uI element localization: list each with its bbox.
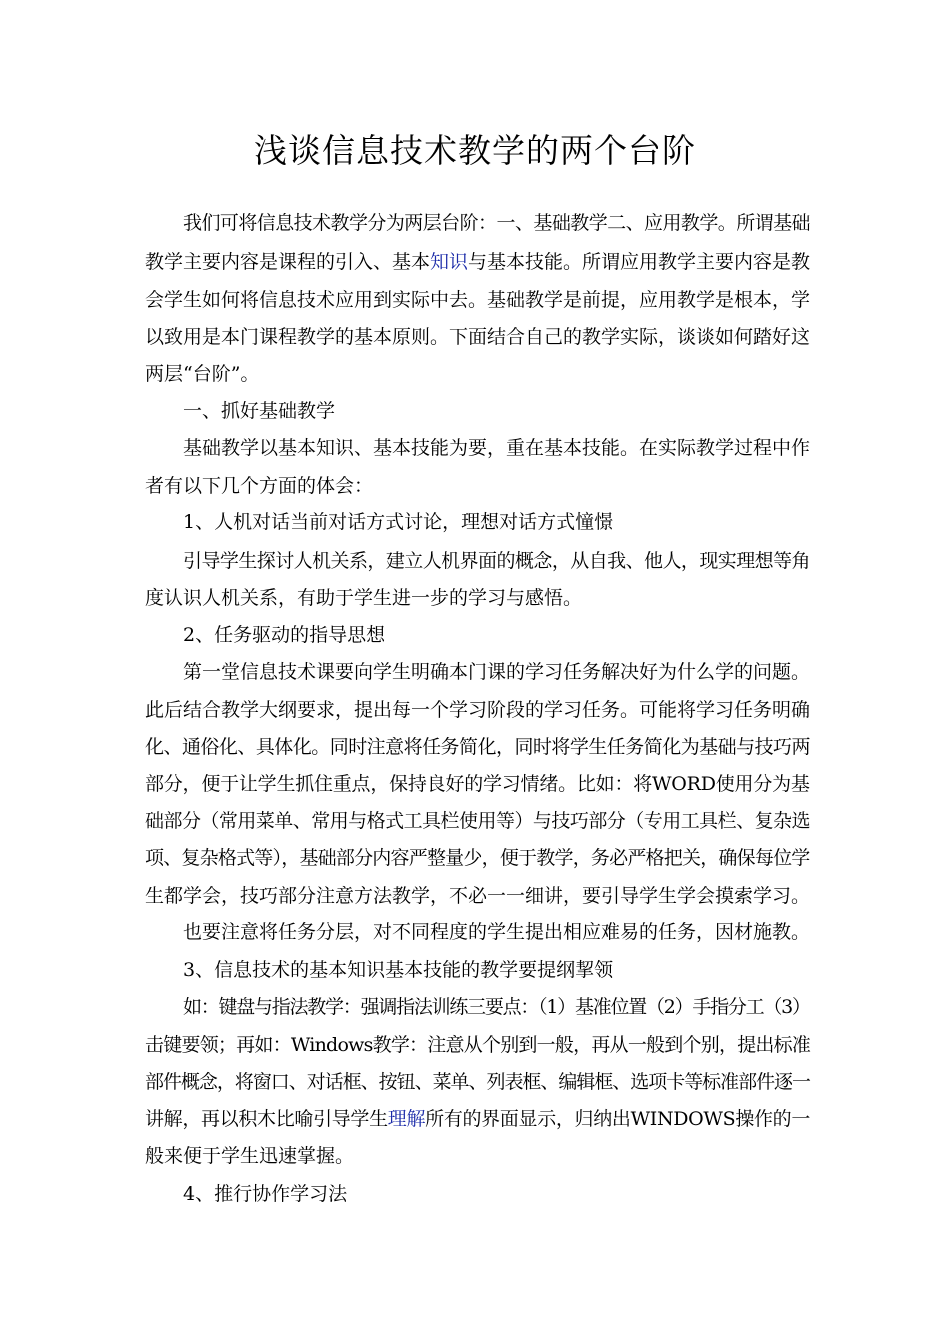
text-span: 3、信息技术的基本知识基本技能的教学要提纲挈领 — [183, 959, 614, 981]
text-span: 化、通俗化、具体化。同时注意将任务简化，同时将学生任务简化为基础与技巧两 — [145, 736, 811, 758]
paragraph-line — [145, 1069, 810, 1095]
text-span: 所有的界面显示，归纳出WINDOWS操作的一 — [425, 1108, 811, 1130]
text-span: 基础教学以基本知识、基本技能为要，重在基本技能。在实际教学过程中作 — [183, 437, 811, 459]
paragraph-line — [145, 585, 810, 611]
paragraph-line — [145, 1032, 810, 1058]
text-span: 教学主要内容是课程的引入、基本 — [145, 251, 431, 273]
text-span: 也要注意将任务分层，对不同程度的学生提出相应难易的任务，因材施教。 — [183, 921, 811, 943]
hyperlink-zhishi[interactable]: 知识 — [430, 251, 469, 273]
paragraph-line — [145, 808, 810, 834]
text-span: 与基本技能。所谓应用教学主要内容是教 — [468, 251, 811, 273]
text-span: 部分，便于让学生抓住重点，保持良好的学习情绪。比如：将WORD使用分为基 — [145, 773, 810, 795]
paragraph-line — [145, 324, 810, 350]
paragraph-line — [145, 697, 810, 723]
text-span: 础部分（常用菜单、常用与格式工具栏使用等）与技巧部分（专用工具栏、复杂选 — [145, 810, 811, 832]
text-span: 2、任务驱动的指导思想 — [183, 624, 386, 646]
text-span: 部件概念，将窗口、对话框、按钮、菜单、列表框、编辑框、选项卡等标准部件逐一 — [145, 1071, 811, 1093]
subsection-heading — [183, 1181, 810, 1207]
text-span: 度认识人机关系，有助于学生进一步的学习与感悟。 — [145, 587, 583, 609]
paragraph-line — [145, 473, 810, 499]
text-span: 第一堂信息技术课要向学生明确本门课的学习任务解决好为什么学的问题。 — [183, 661, 811, 683]
paragraph-line — [183, 548, 810, 574]
page-title: 浅谈信息技术教学的两个台阶 — [254, 131, 696, 170]
paragraph-line — [145, 734, 810, 760]
paragraph-line — [145, 845, 810, 871]
subsection-heading — [183, 957, 810, 983]
section-heading — [183, 398, 810, 424]
text-span: 击键要领；再如：Windows教学：注意从个别到一般，再从一般到个别，提出标准 — [145, 1034, 811, 1056]
paragraph-line — [145, 1143, 810, 1169]
text-span: 以致用是本门课程教学的基本原则。下面结合自己的教学实际，谈谈如何踏好这 — [145, 326, 811, 348]
paragraph-line — [183, 659, 810, 685]
text-span: 会学生如何将信息技术应用到实际中去。基础教学是前提，应用教学是根本，学 — [145, 289, 811, 311]
text-span: 两层“台阶”。 — [145, 363, 260, 385]
text-span: 般来便于学生迅速掌握。 — [145, 1145, 355, 1167]
subsection-heading — [183, 509, 810, 535]
text-span: 引导学生探讨人机关系，建立人机界面的概念，从自我、他人，现实理想等角 — [183, 550, 811, 572]
paragraph-line — [145, 883, 810, 909]
paragraph-line — [145, 361, 810, 387]
paragraph-line — [183, 210, 810, 236]
paragraph-line — [145, 287, 810, 313]
paragraph-line — [145, 771, 810, 797]
text-span: 项、复杂格式等），基础部分内容严整量少，便于教学，务必严格把关，确保每位学 — [145, 847, 810, 869]
text-span: 此后结合教学大纲要求，提出每一个学习阶段的学习任务。可能将学习任务明确 — [145, 699, 811, 721]
subsection-heading — [183, 622, 810, 648]
text-span: 者有以下几个方面的体会： — [145, 475, 374, 497]
paragraph-line — [183, 435, 810, 461]
text-span: 我们可将信息技术教学分为两层台阶：一、基础教学二、应用教学。所谓基础 — [183, 212, 811, 234]
text-span: 讲解，再以积木比喻引导学生 — [145, 1108, 388, 1130]
text-span: 一、抓好基础教学 — [183, 400, 336, 422]
text-span: 1、人机对话当前对话方式讨论，理想对话方式憧憬 — [183, 511, 614, 533]
paragraph-line — [145, 249, 810, 275]
paragraph-line — [183, 919, 810, 945]
text-span: 4、推行协作学习法 — [183, 1183, 348, 1205]
text-span: 如：键盘与指法教学：强调指法训练三要点：（1）基准位置（2）手指分工（3） — [183, 996, 810, 1018]
paragraph-line — [145, 1106, 810, 1132]
hyperlink-lijie[interactable]: 理解 — [387, 1108, 426, 1130]
text-span: 生都学会，技巧部分注意方法教学，不必一一细讲，要引导学生学会摸索学习。 — [145, 885, 811, 907]
paragraph-line — [183, 994, 810, 1020]
